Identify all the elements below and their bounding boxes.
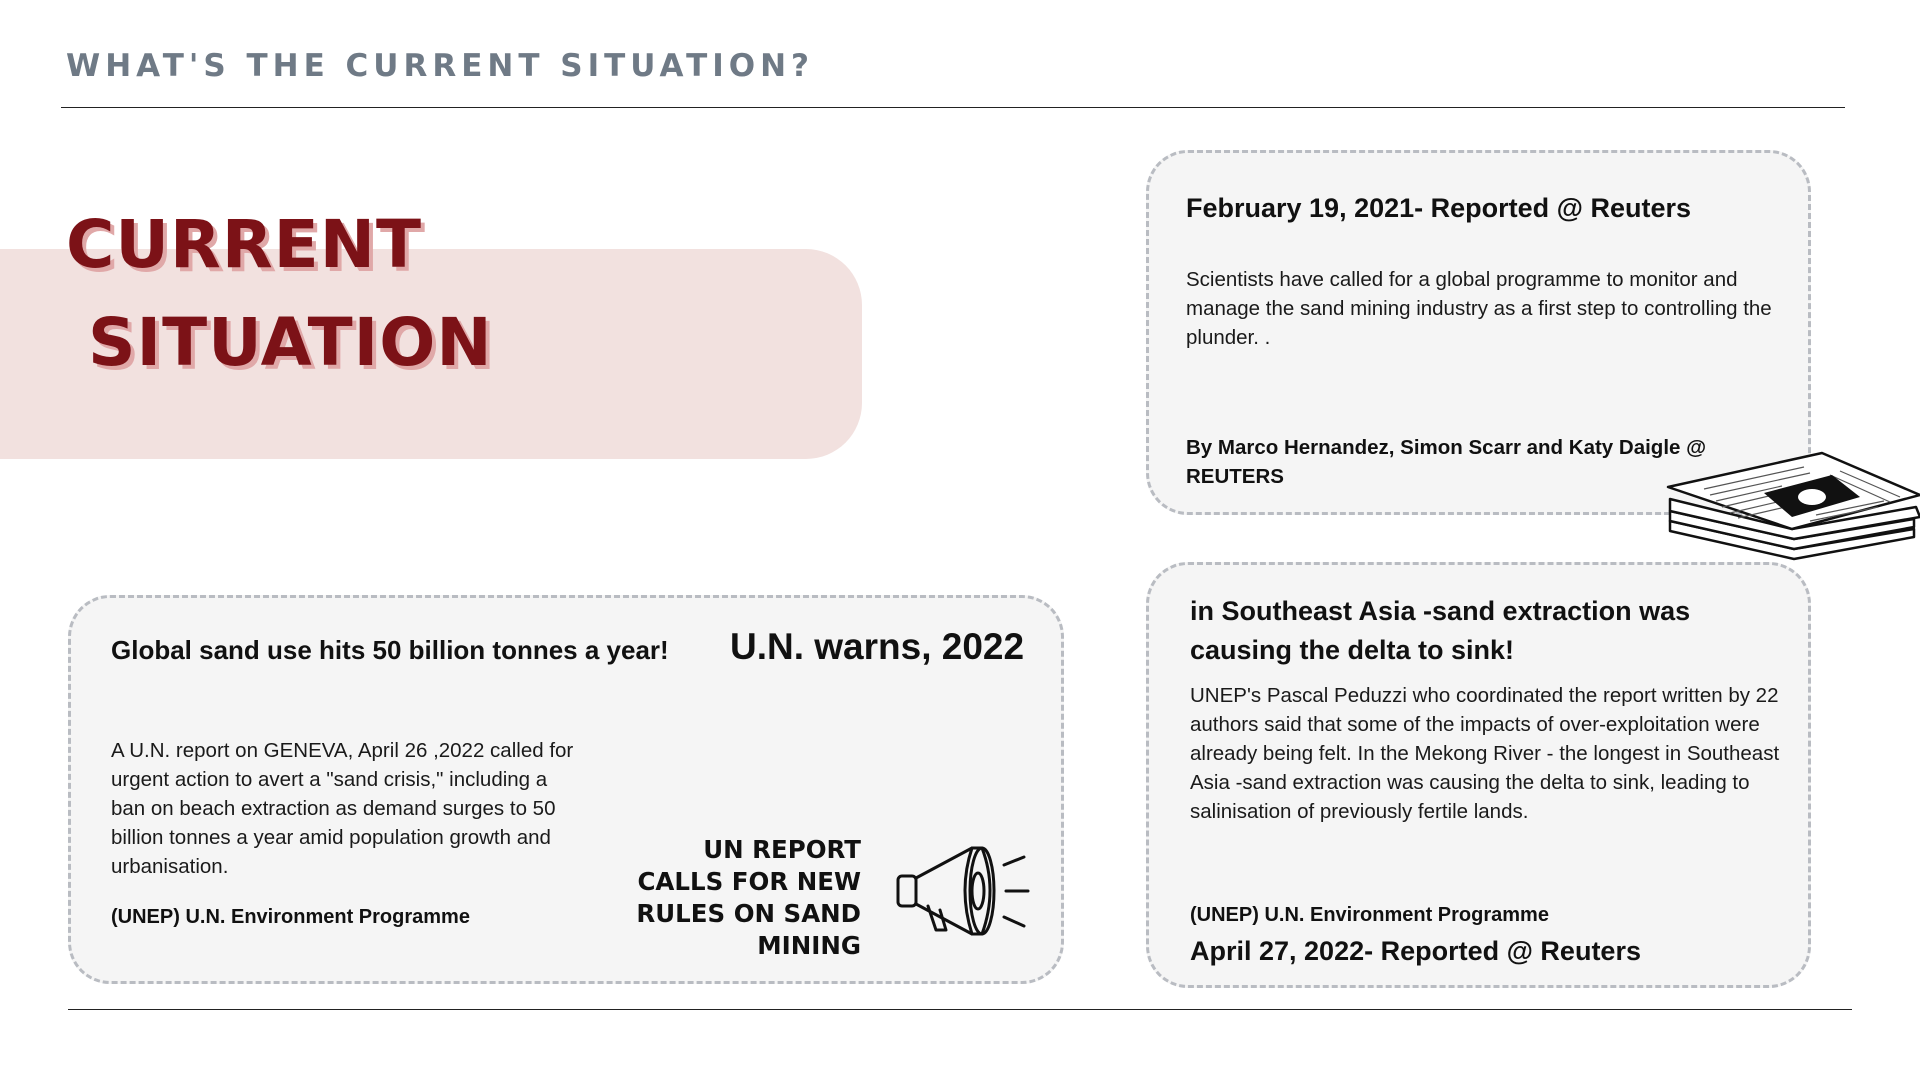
card-body: Scientists have called for a global programme to monitor and manage the sand mining industry as a first step to controlling the plunder. . <box>1186 268 1772 349</box>
newspaper-stack-icon <box>1664 445 1920 585</box>
card-date: February 19, 2021- Reported @ Reuters <box>1186 193 1692 223</box>
card-source: (UNEP) U.N. Environment Programme <box>111 906 470 928</box>
callout-line: CALLS FOR NEW <box>637 867 861 896</box>
un-report-callout <box>636 834 861 962</box>
card-headline: Global sand use hits 50 billion tonnes a year! <box>111 635 669 665</box>
hero-title-line-1: CURRENT <box>66 206 423 283</box>
top-divider <box>61 107 1845 108</box>
hero-title-line-2: SITUATION <box>88 304 493 381</box>
card-source: (UNEP) U.N. Environment Programme <box>1190 904 1549 926</box>
card-body: UNEP's Pascal Peduzzi who coordinated the report written by 22 authors said that some of the impacts of over-exploitation were already being felt. In the Mekong River - the longest in Southeast Asia -sand extraction was causing the delta to sink, leading to salinisation of previously fertile lands. <box>1190 684 1780 823</box>
callout-line: RULES ON SAND <box>636 899 861 928</box>
card-warning: U.N. warns, 2022 <box>730 626 1025 667</box>
bottom-divider <box>68 1009 1852 1010</box>
callout-line: UN REPORT <box>703 835 861 864</box>
page-title: WHAT'S THE CURRENT SITUATION? <box>66 48 815 84</box>
card-date: April 27, 2022- Reported @ Reuters <box>1190 936 1641 966</box>
card-body: A U.N. report on GENEVA, April 26 ,2022 called for urgent action to avert a "sand crisis," including a ban on beach extraction as demand surges to 50 billion tonnes a year amid population growth and urbanisation. <box>111 739 574 878</box>
megaphone-icon <box>894 838 1034 948</box>
card-headline: in Southeast Asia -sand extraction was causing the delta to sink! <box>1190 596 1691 665</box>
card-un-warns-2022 <box>68 595 1064 984</box>
callout-line: MINING <box>757 931 861 960</box>
card-southeast-asia <box>1146 562 1811 988</box>
card-byline: By Marco Hernandez, Simon Scarr and Katy Daigle @ REUTERS <box>1186 436 1707 488</box>
